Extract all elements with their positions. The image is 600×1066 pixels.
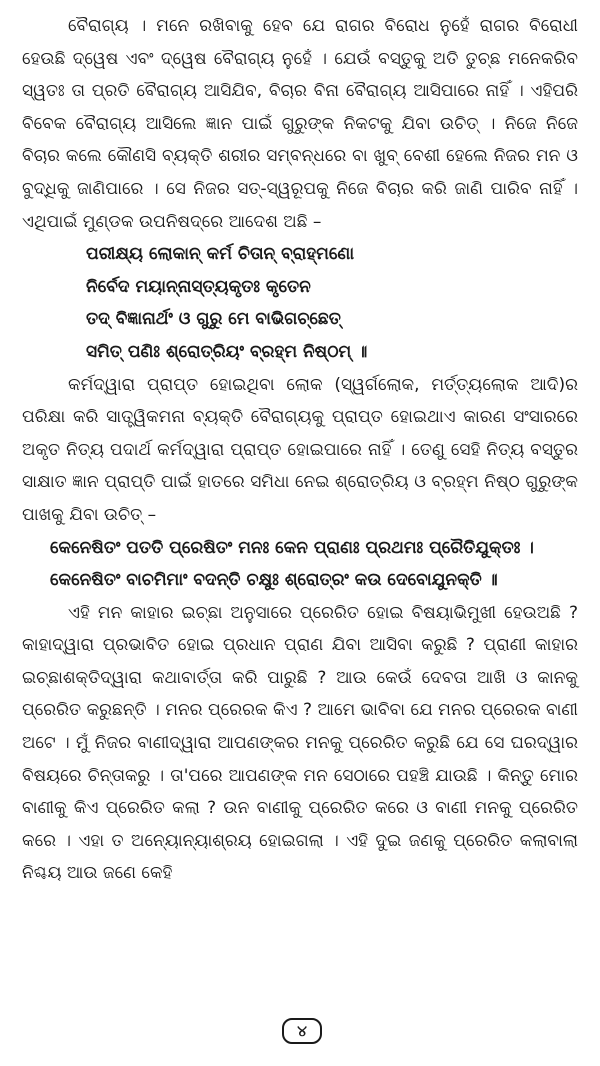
verse-line: ନିର୍ବେଦ ମୟାନ୍ନାସ୍ତ୍ୟକୃତଃ କୃତେନ [86,276,311,297]
body-text [22,10,578,890]
paragraph-1: ବୈରାଗ୍ୟ । ମନେ ରଖିବାକୁ ହେବ ଯେ ରାଗର ବିରୋଧ ନୁହେଁ ରାଗର ବିରୋଧୀ ହେଉଛି ଦ୍ୱେଷ ଏବଂ ଦ୍ୱେଷ ବୈରାଗ୍ୟ ନୁହେଁ । ଯେଉଁ ବସ୍ତୁକୁ ଅତି ତୁଚ୍ଛ ମନେକରିବ ସ୍ୱତଃ ତା ପ୍ରତି ବୈରାଗ୍ୟ ଆସିଯିବ, ବିଚାର ବିନା ବୈରାଗ୍ୟ ଆସିପାରେ ନାହିଁ । ଏହିପରି ବିବେକ ବୈରାଗ୍ୟ ଆସିଲେ ଜ୍ଞାନ ପାଇଁ ଗୁରୁଙ୍କ ନିକଟକୁ ଯିବା ଉଚିତ୍ । ନିଜେ ନିଜେ ବିଚାର କଲେ କୌଣସି ବ୍ୟକ୍ତି ଶରୀର ସମ୍ବନ୍ଧରେ ବା ଖୁବ୍ ବେଶୀ ହେଲେ ନିଜର ମନ ଓ ବୁଦ୍ଧିକୁ ଜାଣିପାରେ । ସେ ନିଜର ସତ୍-ସ୍ୱରୂପକୁ ନିଜେ ବିଚାର କରି ଜାଣି ପାରିବ ନାହିଁ । ଏଥିପାଇଁ ମୁଣ୍ଡକ ଉପନିଷଦ୍‌ରେ ଆଦେଶ ଅଛି – [22,16,578,232]
verse-mundaka [86,238,578,368]
verse-line: ତଦ୍ ବିଜ୍ଞାନାର୍ଥଂ ଓ ଗୁରୁ ମେ ବାଭିଗଚ୍ଛେତ୍ [86,309,341,330]
paragraph-3: ଏହି ମନ କାହାର ଇଚ୍ଛା ଅନୁସାରେ ପ୍ରେରିତ ହୋଇ ବିଷୟାଭିମୁଖୀ ହେଉଅଛି ? କାହାଦ୍ୱାରା ପ୍ରଭାବିତ ହୋଇ ପ୍ରଧାନ ପ୍ରାଣ ଯିବା ଆସିବା କରୁଛି ? ପ୍ରାଣୀ କାହାର ଇଚ୍ଛାଶକ୍ତିଦ୍ୱାରା କଥାବାର୍ତ୍ତା କରି ପାରୁଛି ? ଆଉ କେଉଁ ଦେବତା ଆଖି ଓ କାନକୁ ପ୍ରେରିତ କରୁଛନ୍ତି । ମନର ପ୍ରେରକ କିଏ ? ଆମେ ଭାବିବା ଯେ ମନର ପ୍ରେରକ ବାଣୀ ଅଟେ । ମୁଁ ନିଜର ବାଣୀଦ୍ୱାରା ଆପଣଙ୍କର ମନକୁ ପ୍ରେରିତ କରୁଛି ଯେ ସେ ଘରଦ୍ୱାର ବିଷୟରେ ଚିନ୍ତାକରୁ । ତା'ପରେ ଆପଣଙ୍କ ମନ ସେଠାରେ ପହଞ୍ଚି ଯାଉଛି । କିନ୍ତୁ ମୋର ବାଣୀକୁ କିଏ ପ୍ରେରିତ କଲା ? ଉନ ବାଣୀକୁ ପ୍ରେରିତ କରେ ଓ ବାଣୀ ମନକୁ ପ୍ରେରିତ କରେ । ଏହା ତ ଅନ୍ୟୋନ୍ୟାଶ୍ରୟ ହୋଇଗଲା । ଏହି ଦୁଇ ଜଣକୁ ପ୍ରେରିତ କଲାବାଲା ନିଶ୍ଚୟ ଆଉ ଜଣେ କେହି [22,602,578,884]
verse-kena [50,532,578,597]
verse-line: କେନେଷିତଂ ବାଚମିମାଂ ବଦନ୍ତି ଚକ୍ଷୁଃ ଶ୍ରୋତ୍ରଂ କଉ ଦେବୋଯୁନକ୍ତି ॥ [50,570,498,591]
paragraph-2: କର୍ମଦ୍ୱାରା ପ୍ରାପ୍ତ ହୋଇଥିବା ଲୋକ (ସ୍ୱର୍ଗଲୋକ, ମର୍ତ୍ତ୍ୟଲୋକ ଆଦି)ର ପରିକ୍ଷା କରି ସାତ୍ତ୍ୱିକମନା ବ୍ୟକ୍ତି ବୈରାଗ୍ୟକୁ ପ୍ରାପ୍ତ ହୋଇଥାଏ କାରଣ ସଂସାରରେ ଅକୃତ ନିତ୍ୟ ପଦାର୍ଥ କର୍ମଦ୍ୱାରା ପ୍ରାପ୍ତ ହୋଇପାରେ ନାହିଁ । ତେଣୁ ସେହି ନିତ୍ୟ ବସ୍ତୁର ସାକ୍ଷାତ ଜ୍ଞାନ ପ୍ରାପ୍ତି ପାଇଁ ହାତରେ ସମିଧା ନେଇ ଶ୍ରୋତ୍ରିୟ ଓ ବ୍ରହ୍ମ ନିଷ୍ଠ ଗୁରୁଙ୍କ ପାଖକୁ ଯିବା ଉଚିତ୍ – [22,374,578,525]
page-number: ୪ [282,1018,322,1044]
verse-line: ସମିତ୍ ପଣିଃ ଶ୍ରୋତ୍ରିୟଂ ବ୍ରହ୍ମ ନିଷ୍ଠମ୍ ॥ [86,341,368,362]
verse-line: କେନେଷିତଂ ପତତି ପ୍ରେଷିତଂ ମନଃ କେନ ପ୍ରାଣଃ ପ୍ରଥମଃ ପ୍ରୈତିଯୁକ୍ତଃ । [50,537,534,558]
verse-line: ପରୀକ୍ଷ୍ୟ ଲୋକାନ୍ କର୍ମ ଚିତାନ୍ ବ୍ରାହ୍ମଣୋ [86,244,355,265]
